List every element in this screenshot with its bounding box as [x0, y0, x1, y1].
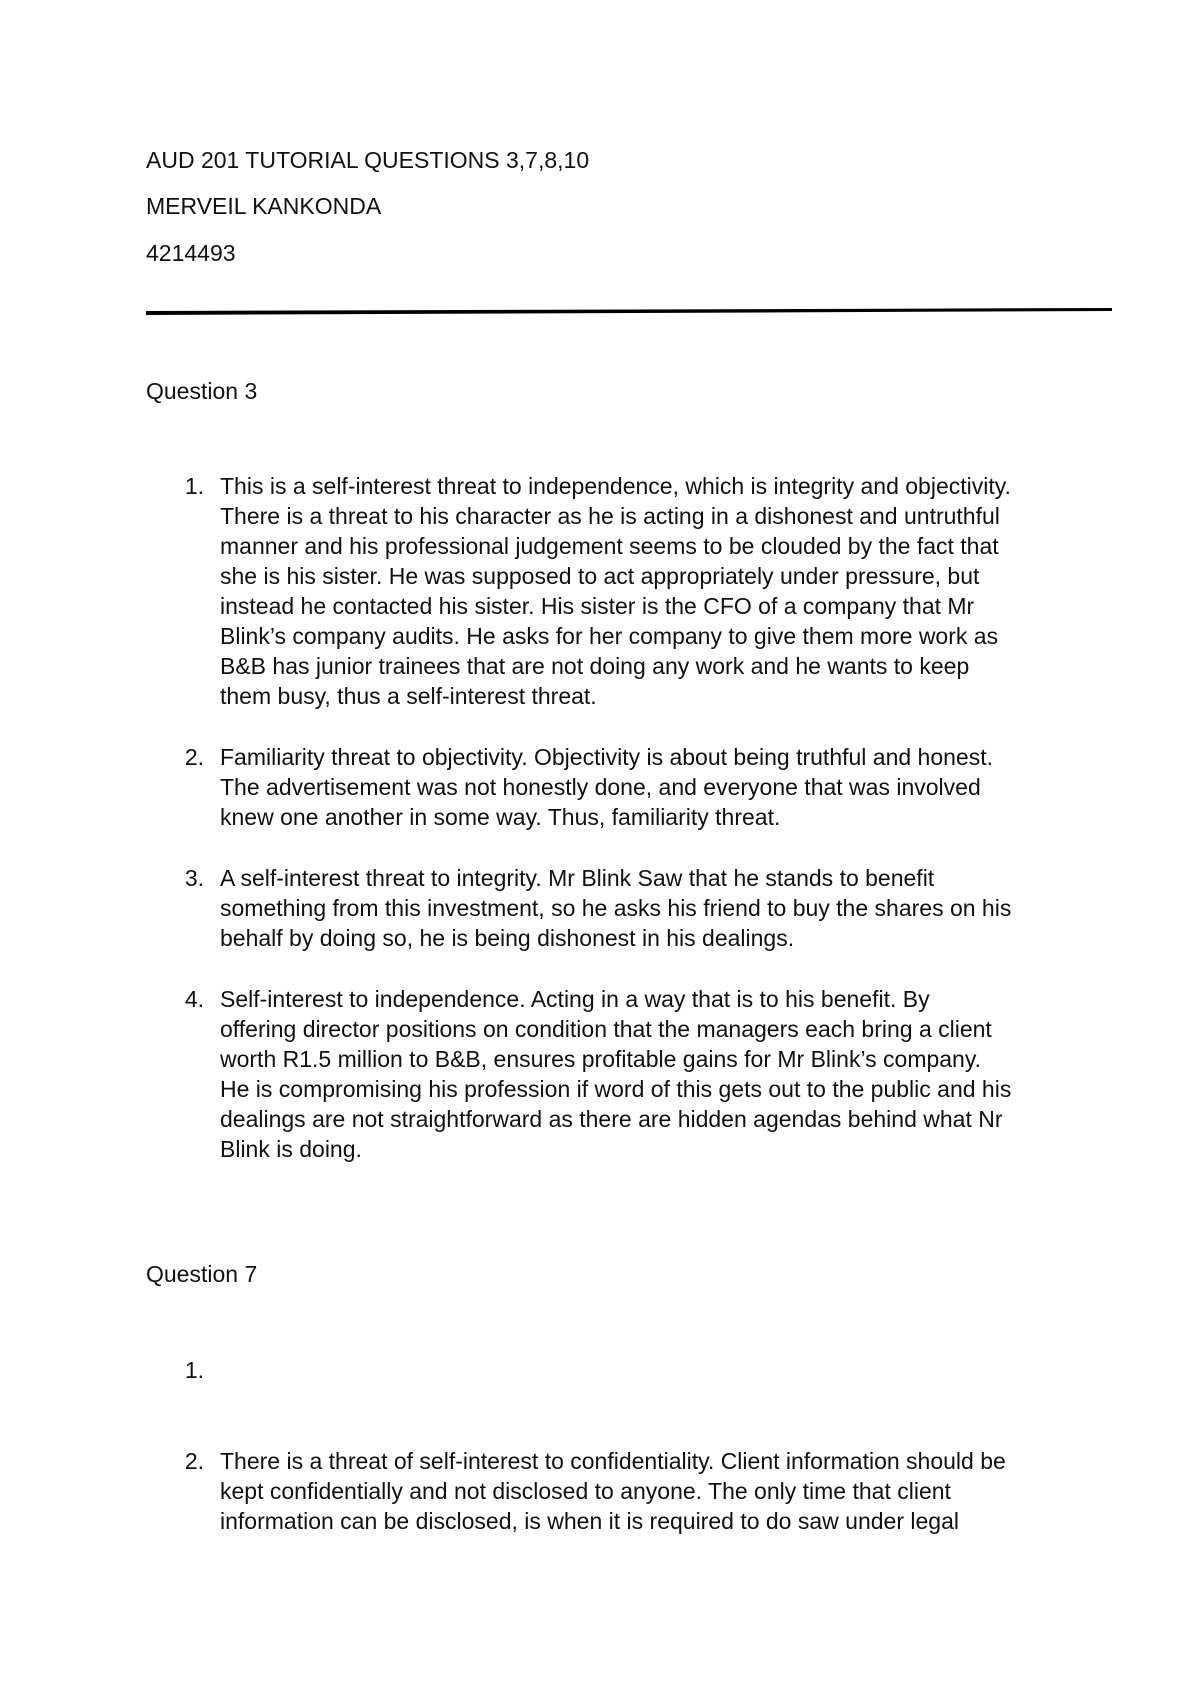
text-line: This is a self-interest threat to independence, which is integrity and objectivity. [220, 473, 1011, 499]
text-line: A self-interest threat to integrity. Mr Blink Saw that he stands to benefit [220, 865, 935, 891]
list-number: 1. [184, 473, 204, 499]
text-line: There is a threat of self-interest to confidentiality. Client information should be [220, 1448, 1006, 1474]
question-7-title: Question 7 [146, 1261, 258, 1287]
list-number: 2. [184, 744, 204, 770]
text-line: offering director positions on condition that the managers each bring a client [220, 1016, 992, 1042]
document-title: AUD 201 TUTORIAL QUESTIONS 3,7,8,10 [146, 147, 590, 173]
list-number: 2. [184, 1448, 204, 1474]
text-line: behalf by doing so, he is being dishonest in his dealings. [220, 925, 795, 951]
text-line: He is compromising his profession if word of this gets out to the public and his [220, 1076, 1012, 1102]
text-line: worth R1.5 million to B&B, ensures profitable gains for Mr Blink’s company. [220, 1046, 982, 1072]
author-name: MERVEIL KANKONDA [146, 193, 382, 219]
header-divider [146, 307, 1112, 317]
text-line: There is a threat to his character as he is acting in a dishonest and untruthful [220, 503, 1000, 529]
text-line: Self-interest to independence. Acting in a way that is to his benefit. By [220, 986, 930, 1012]
text-line: B&B has junior trainees that are not doing any work and he wants to keep [220, 653, 970, 679]
question-3-title: Question 3 [146, 378, 258, 404]
text-line: she is his sister. He was supposed to act appropriately under pressure, but [220, 563, 980, 589]
list-number: 1. [184, 1357, 204, 1383]
student-number: 4214493 [146, 240, 236, 266]
text-line: information can be disclosed, is when it is required to do saw under legal [220, 1508, 959, 1534]
list-number: 4. [184, 986, 204, 1012]
list-number: 3. [184, 865, 204, 891]
text-line: The advertisement was not honestly done, and everyone that was involved [220, 774, 981, 800]
answer-text [220, 863, 1096, 953]
answer-text [220, 1355, 1096, 1385]
text-line: kept confidentially and not disclosed to anyone. The only time that client [220, 1478, 951, 1504]
answer-text [220, 984, 1096, 1164]
text-line: dealings are not straightforward as there are hidden agendas behind what Nr [220, 1106, 1003, 1132]
answer-text [220, 1446, 1096, 1536]
text-line: Blink is doing. [220, 1136, 362, 1162]
text-line: them busy, thus a self-interest threat. [220, 683, 597, 709]
text-line: instead he contacted his sister. His sister is the CFO of a company that Mr [220, 593, 975, 619]
answer-text [220, 742, 1096, 832]
text-line: something from this investment, so he asks his friend to buy the shares on his [220, 895, 1012, 921]
text-line: Familiarity threat to objectivity. Objectivity is about being truthful and honest. [220, 744, 994, 770]
text-line: knew one another in some way. Thus, familiarity threat. [220, 804, 781, 830]
text-line: manner and his professional judgement seems to be clouded by the fact that [220, 533, 999, 559]
answer-text [220, 471, 1096, 711]
text-line [220, 1355, 1096, 1385]
text-line: Blink’s company audits. He asks for her company to give them more work as [220, 623, 999, 649]
